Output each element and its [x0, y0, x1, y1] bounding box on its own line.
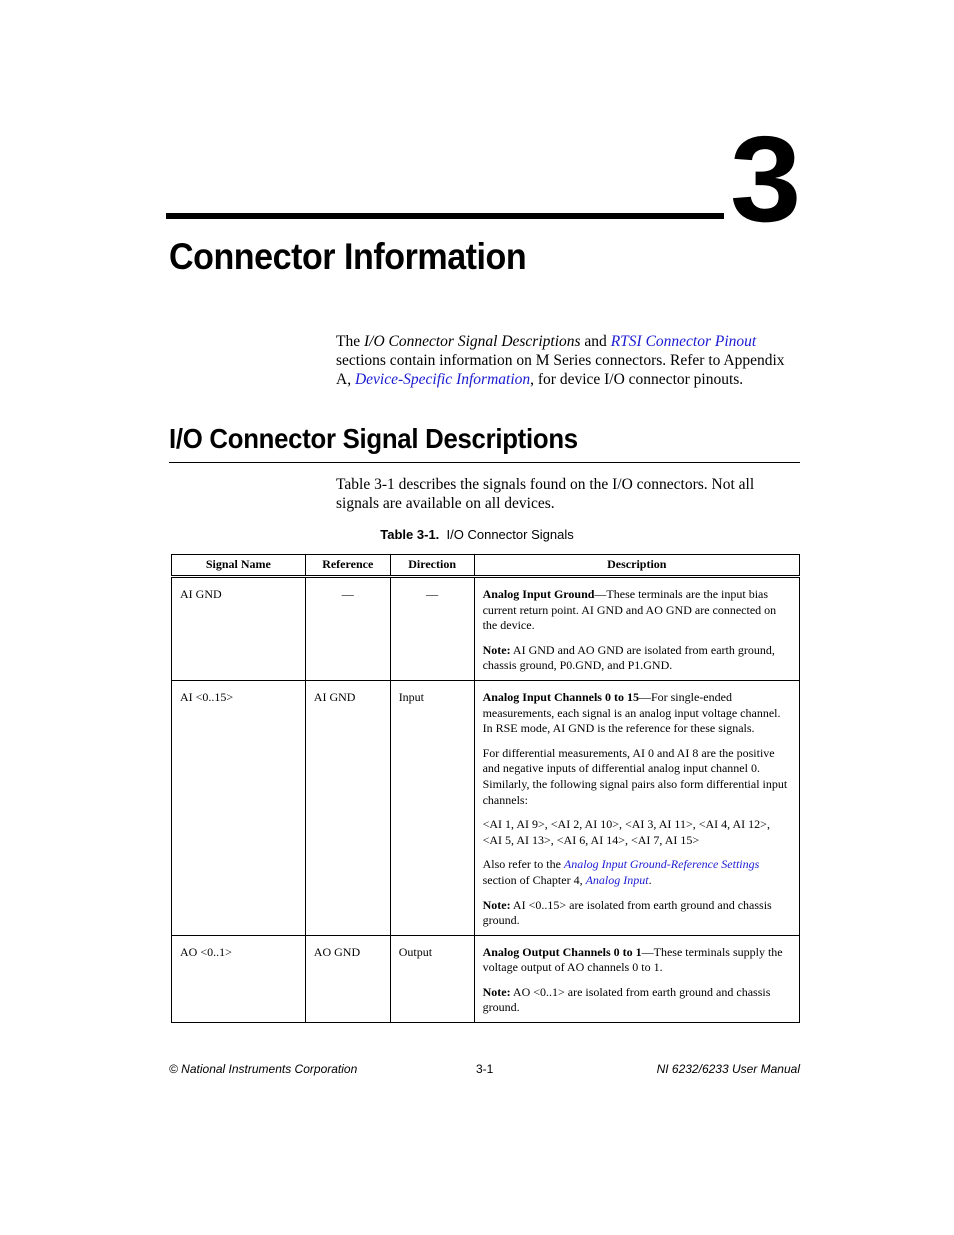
cell-description: Analog Input Ground—These terminals are the input bias current return point. AI GND and AO GND are connected on the device. Note: AI GND and AO GND are isolated from earth ground, chassis ground, P0.GND, and P1.GND. — [474, 577, 799, 681]
section-title: I/O Connector Signal Descriptions — [169, 423, 578, 454]
header-direction: Direction — [390, 555, 474, 577]
header-signal-name: Signal Name — [172, 555, 306, 577]
table-caption: Table 3-1. I/O Connector Signals — [380, 527, 574, 542]
table-row — [172, 935, 800, 1022]
header-reference: Reference — [305, 555, 390, 577]
cell-signal: AI <0..15> — [172, 680, 306, 935]
analog-input-ground-reference-link[interactable]: Analog Input Ground-Reference Settings — [563, 857, 760, 872]
cell-reference: AO GND — [305, 935, 390, 1022]
signals-table — [171, 554, 800, 1023]
chapter-title: Connector Information — [169, 236, 527, 277]
chapter-rule — [166, 213, 724, 219]
cell-signal: AO <0..1> — [172, 935, 306, 1022]
cell-description: Analog Input Channels 0 to 15—For single-ended measurements, each signal is an analog input voltage channel. In RSE mode, AI GND is the reference for these signals. For differential measurements, AI 0 and AI 8 are the positive and negative inputs of differential analog input channel 0. Similarly, the following signal pairs also form differential input channels: <AI 1, AI 9>, <AI 2, AI 10>, <AI 3, AI 11>, <AI 4, AI 12>, <AI 5, AI 13>, <AI 6, AI 14>, <AI 7, AI 15> Also refer to the Analog Input Ground-Reference Settings section of Chapter 4, Analog Input. Note: AI <0..15> are isolated from earth ground and chassis ground. — [474, 680, 799, 935]
cell-direction: Input — [390, 680, 474, 935]
analog-input-chapter-link[interactable]: Analog Input — [585, 872, 649, 887]
rtsi-connector-link[interactable]: RTSI Connector Pinout — [610, 333, 757, 350]
footer-copyright: © National Instruments Corporation — [169, 1062, 358, 1076]
intro-paragraph: The I/O Connector Signal Descriptions and RTSI Connector Pinout sections contain information on M Series connectors. Refer to Appendix A, Device-Specific Information, for device I/O connector pinouts. — [336, 333, 785, 388]
table-row — [172, 577, 800, 681]
cell-description: Analog Output Channels 0 to 1—These terminals supply the voltage output of AO channels 0 to 1. Note: AO <0..1> are isolated from earth ground and chassis ground. — [474, 935, 799, 1022]
footer-manual-title: NI 6232/6233 User Manual — [656, 1062, 800, 1076]
chapter-number: 3 — [730, 111, 802, 247]
cell-direction: — — [390, 577, 474, 681]
section-reference: I/O Connector Signal Descriptions — [363, 333, 581, 350]
table-row — [172, 680, 800, 935]
cell-signal: AI GND — [172, 577, 306, 681]
section-rule — [169, 462, 800, 463]
header-description: Description — [474, 555, 799, 577]
footer-page-number: 3-1 — [476, 1062, 494, 1076]
cell-reference: — — [305, 577, 390, 681]
device-specific-info-link[interactable]: Device-Specific Information — [354, 371, 531, 388]
cell-direction: Output — [390, 935, 474, 1022]
table-header-row — [172, 555, 800, 577]
cell-reference: AI GND — [305, 680, 390, 935]
section-paragraph: Table 3-1 describes the signals found on the I/O connectors. Not all signals are available on all devices. — [336, 476, 755, 512]
